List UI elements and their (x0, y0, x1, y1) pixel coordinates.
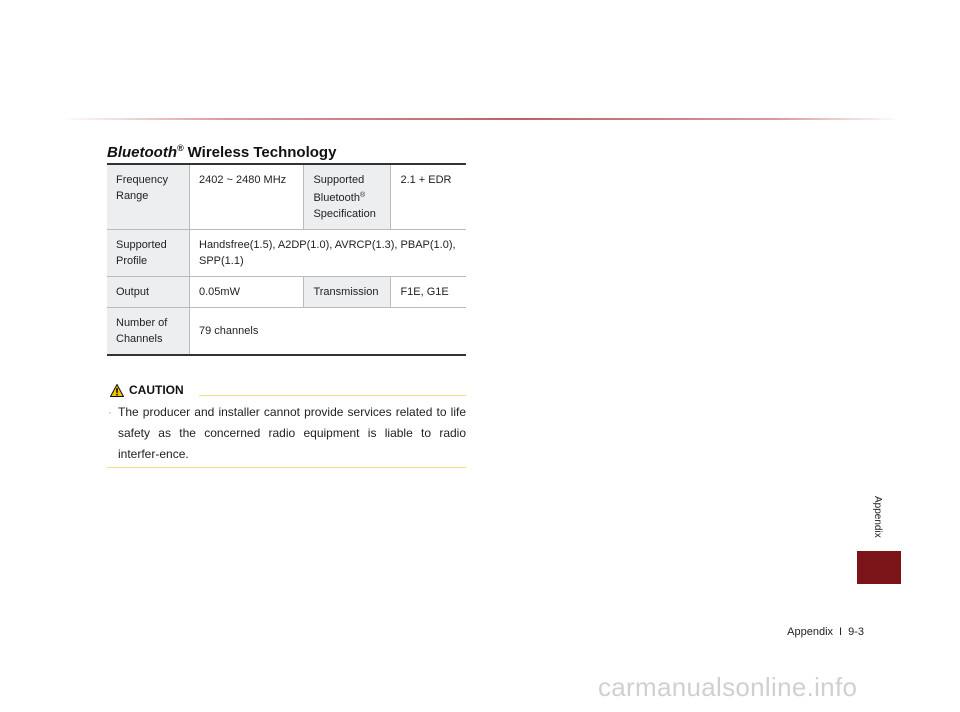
section-title-text: Wireless Technology (187, 144, 337, 161)
caution-bullet: · (108, 405, 112, 419)
table-row (107, 308, 466, 356)
warning-triangle-icon (110, 384, 124, 397)
caution-label: CAUTION (129, 383, 184, 397)
bluetooth-spec-table (107, 163, 466, 356)
output-label: Output (107, 277, 190, 308)
transmission-value: F1E, G1E (391, 277, 466, 308)
supported-profile-value: Handsfree(1.5), A2DP(1.0), AVRCP(1.3), PBAP(1.0), SPP(1.1) (190, 230, 467, 277)
section-title-bluetooth: Bluetooth (107, 144, 177, 161)
caution-bottom-divider (107, 467, 466, 468)
supported-profile-label: Supported Profile (107, 230, 190, 277)
supported-spec-label: Supported Bluetooth® Specification (304, 164, 391, 230)
caution-text-block (107, 402, 466, 465)
section-title-registered-mark: ® (176, 143, 184, 153)
page-footer (770, 626, 864, 638)
page-number: 9-3 (848, 626, 864, 638)
frequency-range-value: 2402 ~ 2480 MHz (190, 164, 304, 230)
supported-spec-value: 2.1 + EDR (391, 164, 466, 230)
table-row (107, 277, 466, 308)
section-title (107, 143, 336, 161)
sidebar-section-label: Appendix (872, 496, 883, 538)
caution-divider (199, 395, 466, 396)
footer-separator: I (839, 626, 843, 638)
transmission-label: Transmission (304, 277, 391, 308)
frequency-range-label: Frequency Range (107, 164, 190, 230)
footer-section: Appendix (787, 626, 834, 638)
sidebar-section-tab (857, 551, 901, 584)
caution-header (107, 383, 466, 399)
output-value: 0.05mW (190, 277, 304, 308)
header-divider (60, 118, 900, 120)
table-row (107, 230, 466, 277)
table-row (107, 164, 466, 230)
number-of-channels-label: Number of Channels (107, 308, 190, 356)
watermark: carmanualsonline.info (598, 672, 858, 702)
caution-text: The producer and installer cannot provide services related to life safety as the concerned radio equipment is liable to radio interfer-ence. (118, 405, 466, 461)
number-of-channels-value: 79 channels (190, 308, 467, 356)
